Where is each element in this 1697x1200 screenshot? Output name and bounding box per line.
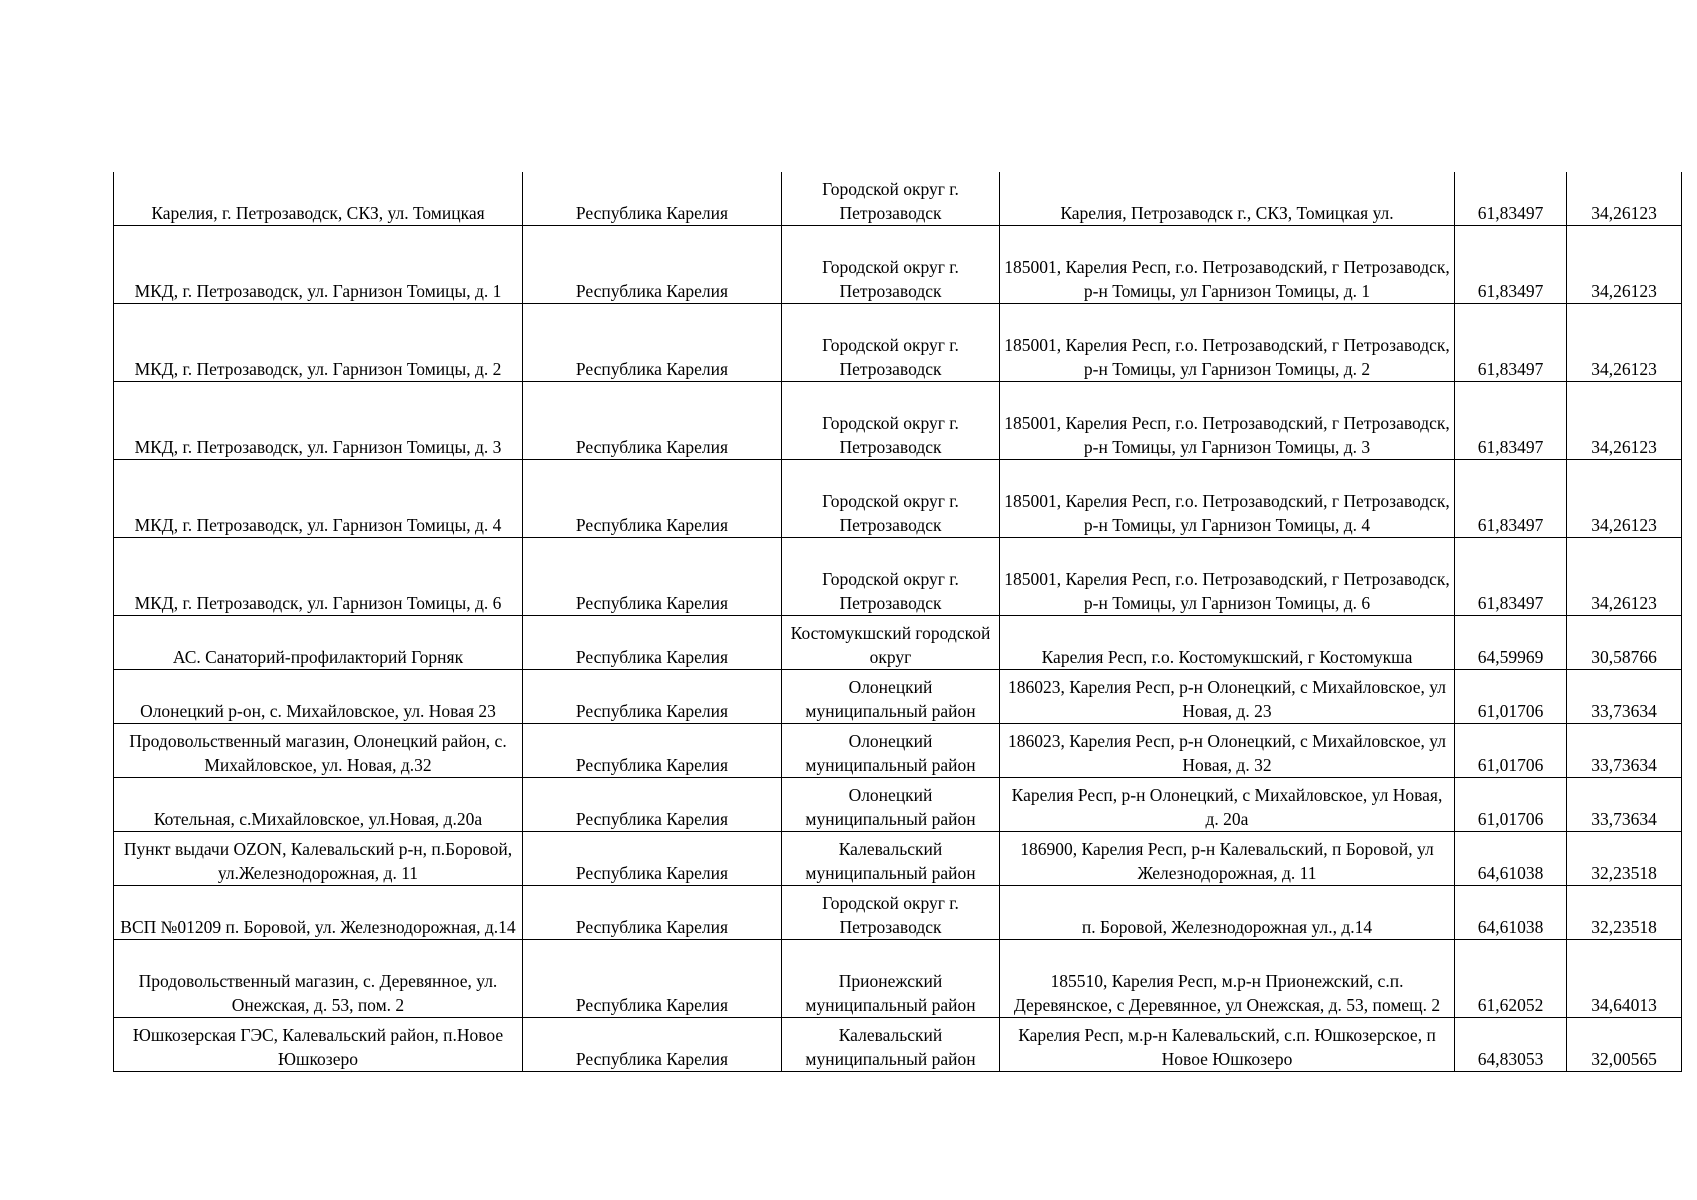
table-row: [114, 226, 1682, 304]
cell-longitude: 32,00565: [1567, 1018, 1682, 1072]
cell-address: 185510, Карелия Респ, м.р-н Прионежский, с.п. Деревянское, с Деревянное, ул Онежская, д. 53, помещ. 2: [1000, 940, 1455, 1018]
cell-longitude: 30,58766: [1567, 616, 1682, 670]
cell-district: Калевальский муниципальный район: [782, 832, 1000, 886]
cell-district: Олонецкий муниципальный район: [782, 670, 1000, 724]
cell-region: Республика Карелия: [523, 538, 782, 616]
table-row: [114, 382, 1682, 460]
cell-latitude: 61,83497: [1455, 172, 1567, 226]
cell-address: п. Боровой, Железнодорожная ул., д.14: [1000, 886, 1455, 940]
cell-district: Городской округ г. Петрозаводск: [782, 886, 1000, 940]
locations-table-body: [114, 172, 1682, 1072]
cell-object-name: АС. Санаторий-профилакторий Горняк: [114, 616, 523, 670]
table-row: [114, 538, 1682, 616]
cell-longitude: 34,26123: [1567, 304, 1682, 382]
document-table-wrapper: [113, 172, 1682, 1072]
cell-region: Республика Карелия: [523, 226, 782, 304]
cell-district: Городской округ г. Петрозаводск: [782, 538, 1000, 616]
cell-object-name: МКД, г. Петрозаводск, ул. Гарнизон Томицы, д. 3: [114, 382, 523, 460]
cell-latitude: 61,83497: [1455, 226, 1567, 304]
cell-latitude: 64,61038: [1455, 886, 1567, 940]
cell-latitude: 64,83053: [1455, 1018, 1567, 1072]
cell-region: Республика Карелия: [523, 616, 782, 670]
cell-latitude: 64,61038: [1455, 832, 1567, 886]
table-row: [114, 778, 1682, 832]
cell-object-name: Продовольственный магазин, Олонецкий район, с. Михайловское, ул. Новая, д.32: [114, 724, 523, 778]
table-row: [114, 724, 1682, 778]
cell-address: 186023, Карелия Респ, р-н Олонецкий, с Михайловское, ул Новая, д. 32: [1000, 724, 1455, 778]
cell-latitude: 61,62052: [1455, 940, 1567, 1018]
cell-latitude: 61,83497: [1455, 304, 1567, 382]
cell-object-name: Олонецкий р-он, с. Михайловское, ул. Новая 23: [114, 670, 523, 724]
cell-region: Республика Карелия: [523, 382, 782, 460]
cell-object-name: Продовольственный магазин, с. Деревянное, ул. Онежская, д. 53, пом. 2: [114, 940, 523, 1018]
cell-latitude: 64,59969: [1455, 616, 1567, 670]
cell-address: 185001, Карелия Респ, г.о. Петрозаводский, г Петрозаводск, р-н Томицы, ул Гарнизон Томицы, д. 4: [1000, 460, 1455, 538]
cell-region: Республика Карелия: [523, 832, 782, 886]
cell-district: Олонецкий муниципальный район: [782, 724, 1000, 778]
cell-object-name: Пункт выдачи OZON, Калевальский р-н, п.Боровой, ул.Железнодорожная, д. 11: [114, 832, 523, 886]
table-row: [114, 886, 1682, 940]
cell-object-name: ВСП №01209 п. Боровой, ул. Железнодорожная, д.14: [114, 886, 523, 940]
cell-longitude: 34,26123: [1567, 460, 1682, 538]
cell-district: Городской округ г. Петрозаводск: [782, 382, 1000, 460]
cell-address: 185001, Карелия Респ, г.о. Петрозаводский, г Петрозаводск, р-н Томицы, ул Гарнизон Томицы, д. 2: [1000, 304, 1455, 382]
cell-address: Карелия Респ, р-н Олонецкий, с Михайловское, ул Новая, д. 20а: [1000, 778, 1455, 832]
cell-region: Республика Карелия: [523, 304, 782, 382]
cell-region: Республика Карелия: [523, 670, 782, 724]
cell-latitude: 61,83497: [1455, 460, 1567, 538]
cell-object-name: МКД, г. Петрозаводск, ул. Гарнизон Томицы, д. 6: [114, 538, 523, 616]
cell-region: Республика Карелия: [523, 940, 782, 1018]
cell-region: Республика Карелия: [523, 778, 782, 832]
table-row: [114, 460, 1682, 538]
table-row: [114, 832, 1682, 886]
cell-district: Костомукшский городской округ: [782, 616, 1000, 670]
cell-address: Карелия Респ, м.р-н Калевальский, с.п. Юшкозерское, п Новое Юшкозеро: [1000, 1018, 1455, 1072]
cell-address: 185001, Карелия Респ, г.о. Петрозаводский, г Петрозаводск, р-н Томицы, ул Гарнизон Томицы, д. 3: [1000, 382, 1455, 460]
cell-district: Калевальский муниципальный район: [782, 1018, 1000, 1072]
table-row: [114, 616, 1682, 670]
cell-object-name: Карелия, г. Петрозаводск, СКЗ, ул. Томицкая: [114, 172, 523, 226]
cell-region: Республика Карелия: [523, 1018, 782, 1072]
cell-region: Республика Карелия: [523, 172, 782, 226]
cell-address: 185001, Карелия Респ, г.о. Петрозаводский, г Петрозаводск, р-н Томицы, ул Гарнизон Томицы, д. 1: [1000, 226, 1455, 304]
cell-latitude: 61,83497: [1455, 538, 1567, 616]
cell-latitude: 61,01706: [1455, 778, 1567, 832]
cell-longitude: 32,23518: [1567, 886, 1682, 940]
cell-region: Республика Карелия: [523, 886, 782, 940]
cell-longitude: 34,26123: [1567, 382, 1682, 460]
locations-table: [113, 172, 1682, 1072]
table-row: [114, 172, 1682, 226]
cell-longitude: 34,26123: [1567, 226, 1682, 304]
cell-latitude: 61,83497: [1455, 382, 1567, 460]
cell-latitude: 61,01706: [1455, 670, 1567, 724]
cell-longitude: 34,26123: [1567, 538, 1682, 616]
cell-address: Карелия Респ, г.о. Костомукшский, г Костомукша: [1000, 616, 1455, 670]
table-row: [114, 304, 1682, 382]
cell-region: Республика Карелия: [523, 460, 782, 538]
cell-latitude: 61,01706: [1455, 724, 1567, 778]
cell-address: Карелия, Петрозаводск г., СКЗ, Томицкая ул.: [1000, 172, 1455, 226]
cell-address: 186900, Карелия Респ, р-н Калевальский, п Боровой, ул Железнодорожная, д. 11: [1000, 832, 1455, 886]
cell-district: Городской округ г. Петрозаводск: [782, 460, 1000, 538]
cell-longitude: 34,64013: [1567, 940, 1682, 1018]
cell-region: Республика Карелия: [523, 724, 782, 778]
cell-longitude: 33,73634: [1567, 778, 1682, 832]
cell-district: Олонецкий муниципальный район: [782, 778, 1000, 832]
cell-object-name: МКД, г. Петрозаводск, ул. Гарнизон Томицы, д. 2: [114, 304, 523, 382]
table-row: [114, 1018, 1682, 1072]
cell-longitude: 33,73634: [1567, 670, 1682, 724]
cell-object-name: Юшкозерская ГЭС, Калевальский район, п.Новое Юшкозеро: [114, 1018, 523, 1072]
cell-address: 186023, Карелия Респ, р-н Олонецкий, с Михайловское, ул Новая, д. 23: [1000, 670, 1455, 724]
cell-address: 185001, Карелия Респ, г.о. Петрозаводский, г Петрозаводск, р-н Томицы, ул Гарнизон Томицы, д. 6: [1000, 538, 1455, 616]
cell-object-name: МКД, г. Петрозаводск, ул. Гарнизон Томицы, д. 1: [114, 226, 523, 304]
cell-district: Городской округ г. Петрозаводск: [782, 226, 1000, 304]
cell-object-name: Котельная, с.Михайловское, ул.Новая, д.20а: [114, 778, 523, 832]
cell-object-name: МКД, г. Петрозаводск, ул. Гарнизон Томицы, д. 4: [114, 460, 523, 538]
cell-longitude: 33,73634: [1567, 724, 1682, 778]
cell-longitude: 32,23518: [1567, 832, 1682, 886]
table-row: [114, 940, 1682, 1018]
cell-district: Прионежский муниципальный район: [782, 940, 1000, 1018]
table-row: [114, 670, 1682, 724]
cell-district: Городской округ г. Петрозаводск: [782, 304, 1000, 382]
cell-district: Городской округ г. Петрозаводск: [782, 172, 1000, 226]
cell-longitude: 34,26123: [1567, 172, 1682, 226]
